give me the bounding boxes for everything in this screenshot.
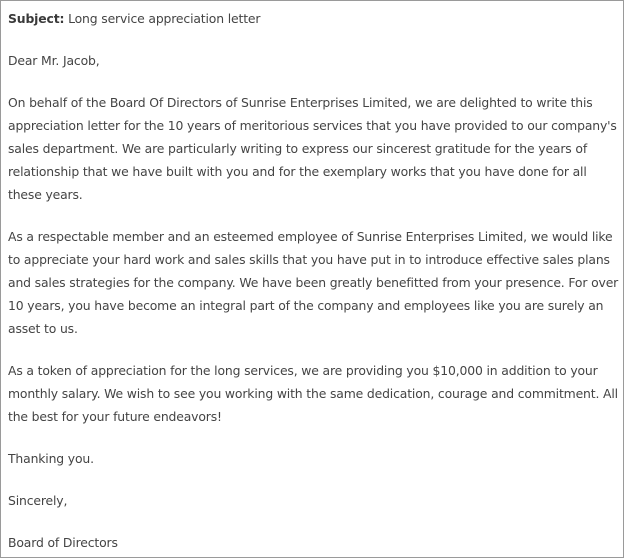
paragraph-3: As a token of appreciation for the long services, we are providing you $10,000 in addition to your monthly salary. We wish to see you working with the same dedication, courage and commitment. All the best for your future endeavors! <box>8 363 618 424</box>
subject-label: Subject: <box>8 11 65 26</box>
thanks-line: Thanking you. <box>8 451 94 466</box>
subject-text: Long service appreciation letter <box>68 11 261 26</box>
closing-line: Sincerely, <box>8 493 68 508</box>
paragraph-2: As a respectable member and an esteemed employee of Sunrise Enterprises Limited, we would like to appreciate your hard work and sales skills that you have put in to introduce effective sales plans and sales strategies for the company. We have been greatly benefitted from your presence. For over 10 years, you have become an integral part of the company and employees like you are surely an asset to us. <box>8 229 619 336</box>
salutation: Dear Mr. Jacob, <box>8 53 100 68</box>
signature-line: Board of Directors <box>8 535 118 550</box>
subject-line <box>8 7 619 30</box>
paragraph-1: On behalf of the Board Of Directors of Sunrise Enterprises Limited, we are delighted to write this appreciation letter for the 10 years of meritorious services that you have provided to our company's sales department. We are particularly writing to express our sincerest gratitude for the years of relationship that we have built with you and for the exemplary works that you have done for all these years. <box>8 95 617 202</box>
